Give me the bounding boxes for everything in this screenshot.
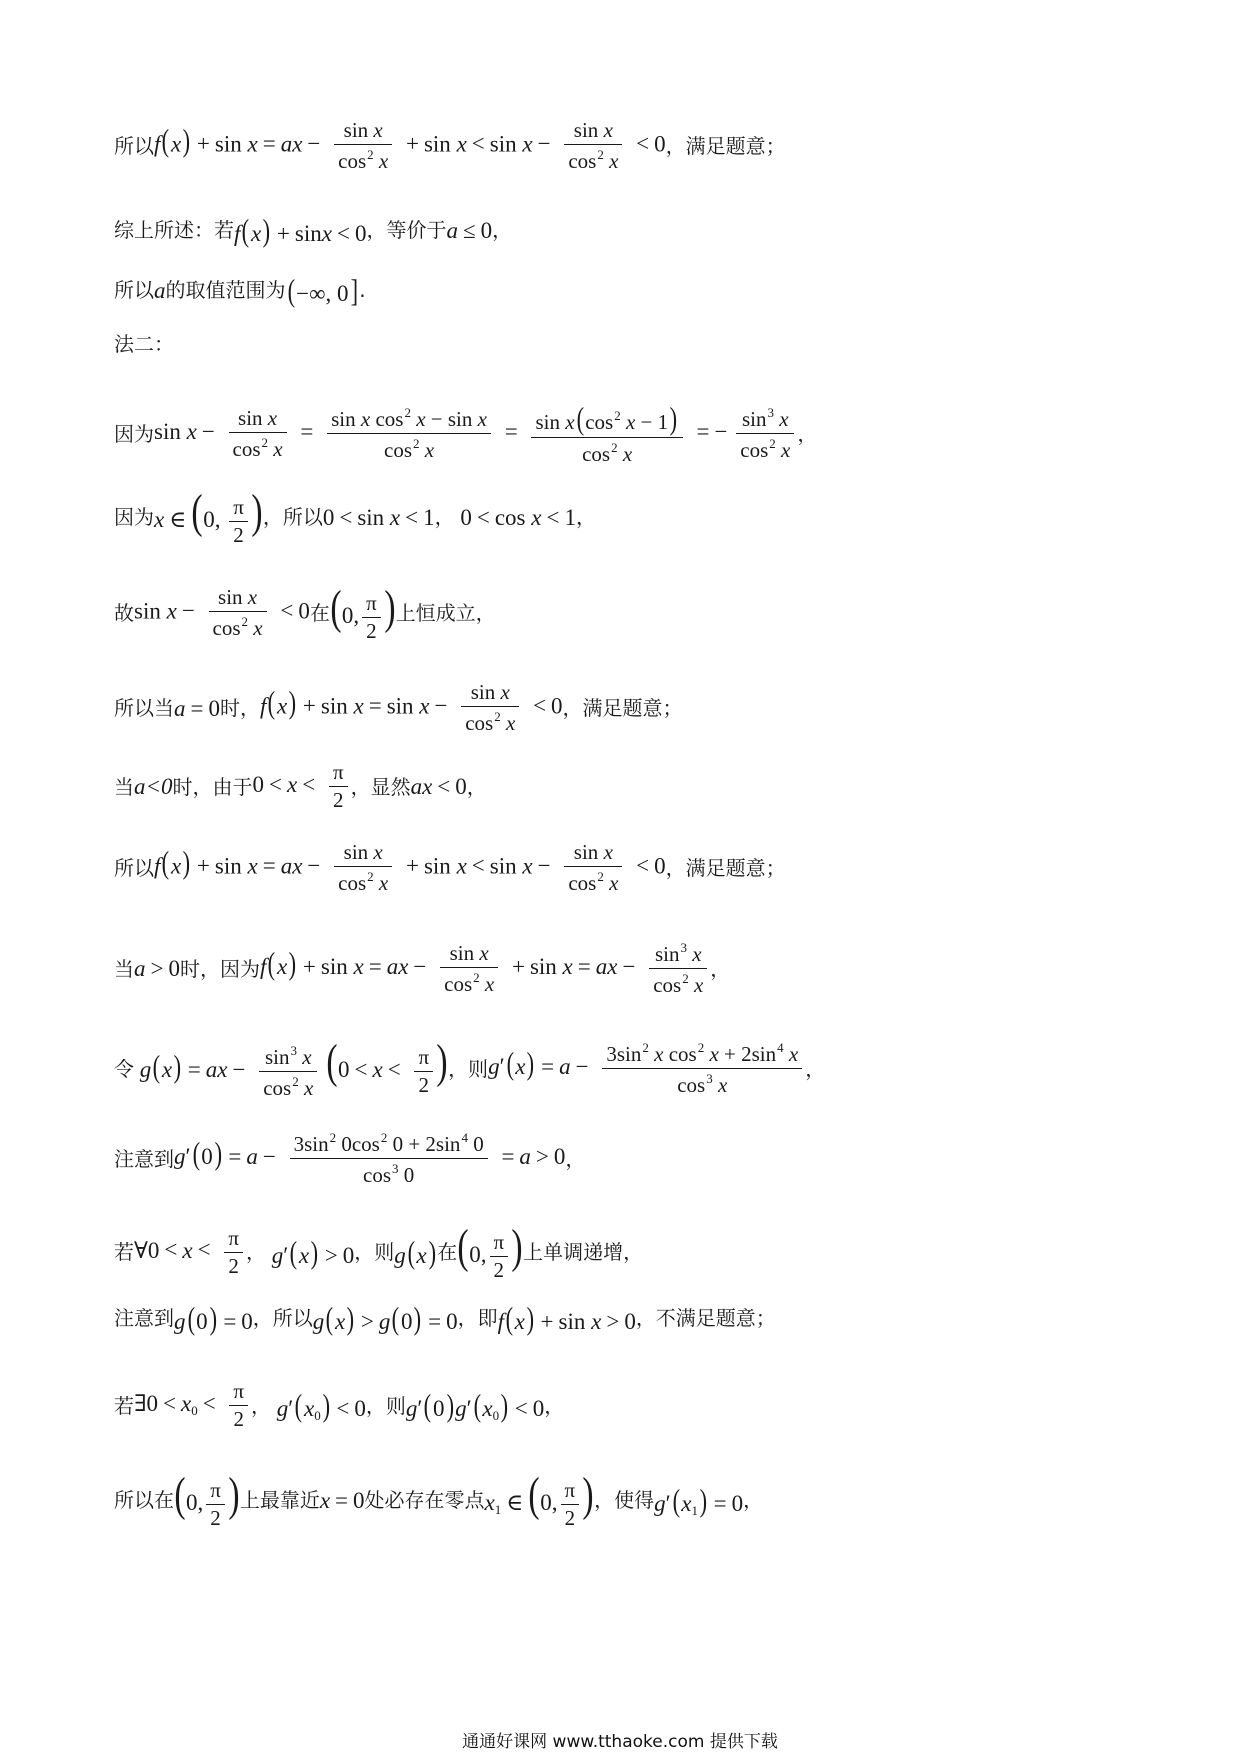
line-17 [114, 1468, 1200, 1531]
math: g′(x) > 0 [271, 1234, 355, 1271]
text: ， [434, 505, 455, 530]
text: 法二： [114, 332, 174, 356]
math: f(x) + sin x = sin x − $\frac{\text{sin x}}{\cos^2 x}$ < 0 [259, 680, 563, 735]
line-13 [114, 1131, 1200, 1186]
line-2 [114, 214, 1200, 246]
line-5 [114, 402, 1200, 465]
text: 注意到 [114, 1306, 174, 1330]
math: (−∞, 0] [287, 272, 358, 308]
text: ， [565, 1146, 586, 1171]
line-9 [114, 762, 1200, 811]
text: ， [245, 1240, 266, 1265]
line-8 [114, 682, 1200, 734]
line-1 [114, 120, 1200, 172]
text: 上恒成立， [395, 601, 496, 626]
math: f(x) + sinx < 0 [234, 212, 367, 248]
math: g′(x) = a − $\frac{3\sin^2 x \cos^2 x + 2\sin^4 x}{\cos^3 x}$ [488, 1041, 805, 1096]
math: (0, $\frac{\pi}{2}$ ) [330, 581, 396, 644]
line-11 [114, 941, 1200, 996]
math: g(x) > g(0) = 0 [312, 1300, 458, 1336]
text: ，显然 [350, 774, 411, 799]
line-10 [114, 842, 1200, 894]
text: ，不满足题意； [635, 1306, 776, 1330]
text: ，满足题意； [665, 856, 786, 880]
text: 在 [437, 1240, 458, 1265]
text: ， [251, 1393, 272, 1418]
text: ，则 [365, 1393, 406, 1418]
math: f(x) + sin x > 0 [497, 1300, 636, 1336]
text: 因为 [114, 421, 154, 446]
math: sin x − $\frac{\text{sin x}}{\cos^2 x}$ = $\frac{\sin x \cos^2 x - \sin x}{\cos^2 x}$ = $\frac{\sin x(\cos^2 x - 1)}{\cos^2 x}$ = − $\frac{\sin^3 x}{\cos^2 x}$ [154, 402, 797, 465]
text: ， [710, 956, 731, 981]
text: 处必存在零点 [364, 1488, 485, 1513]
math: sin x − $\frac{\text{sin x}}{\cos^2 x}$ < 0 [134, 585, 310, 641]
text: ， [743, 1488, 764, 1513]
text: ，满足题意； [562, 696, 683, 720]
math: g′(0) = a − $\frac{3\sin^2 0\cos^2 0 + 2\sin^4 0}{\cos^3 0}$ = a > 0 [174, 1130, 566, 1187]
text: ， [797, 421, 818, 446]
math: $g'(0)g'(x_0) < 0$ [405, 1387, 545, 1423]
math: g(x) [394, 1234, 436, 1271]
math: g(0) = 0 [174, 1300, 253, 1336]
text: 令 [114, 1056, 134, 1081]
text: 所以当 [114, 696, 174, 720]
math: ∀0 < x < $\frac{\pi}{2}$ [134, 1228, 246, 1277]
math: $x_1$ ∈ (0, $\frac{\pi}{2}$ ) [484, 1468, 594, 1531]
line-15 [114, 1302, 1200, 1334]
text: 当 [114, 774, 134, 799]
math: f(x) + sin x = ax − $\frac{\text{sin x}}{\cos^2 x}$ + sin x < sin x − $\frac{\text{sin x}}{\cos^2 x}$ < 0 [154, 118, 666, 173]
text: ，即 [457, 1306, 498, 1330]
math: (0, $\frac{\pi}{2}$ ) [457, 1220, 523, 1283]
text: 综上所述：若 [114, 218, 234, 242]
text: 故 [114, 601, 134, 626]
text: 若 [114, 1240, 134, 1265]
math: 0 < cos x < 1 [454, 504, 576, 530]
text: 若 [114, 1393, 134, 1418]
text: 上单调递增， [523, 1240, 644, 1265]
line-16 [114, 1381, 1200, 1430]
line-7 [114, 581, 1200, 644]
text: 在 [309, 601, 330, 626]
text: ， [805, 1056, 826, 1081]
math: 0 < x < $\frac{\pi}{2}$ [253, 762, 351, 811]
math: (0, $\frac{\pi}{2}$ ) [174, 1468, 240, 1531]
math: g(x) = ax − $\frac{\sin^3 x}{\cos^2 x}$ (0 < x < $\frac{\pi}{2}$ ) [139, 1035, 448, 1101]
line-14 [114, 1220, 1200, 1283]
math: 0 < sin x < 1 [322, 504, 435, 530]
text: ，所以 [262, 505, 323, 530]
text: ， [466, 774, 487, 799]
line-12 [114, 1035, 1200, 1101]
text: ，所以 [252, 1306, 313, 1330]
text: ， [544, 1393, 565, 1418]
text: ， [492, 218, 513, 242]
math: $g'(x_0) < 0$ [276, 1387, 366, 1423]
text: 所以 [114, 134, 154, 158]
math: f(x) + sin x = ax − $\frac{\text{sin x}}{\cos^2 x}$ + sin x = ax − $\frac{\sin^3 x}{\cos^2 x}$ [260, 941, 710, 996]
text: ， [575, 505, 596, 530]
text: 注意到 [114, 1146, 174, 1171]
text: ，使得 [594, 1488, 655, 1513]
text: ，满足题意； [665, 134, 786, 158]
text: 因为 [114, 505, 154, 530]
math: a = 0 [174, 695, 220, 721]
math: a > 0 [134, 956, 180, 981]
math: a<0 [134, 774, 173, 799]
text: . [359, 278, 366, 302]
math: a ≤ 0 [446, 217, 493, 243]
math: ax < 0 [410, 774, 467, 799]
math: x = 0 [319, 1487, 365, 1513]
text: 所以 [114, 278, 154, 302]
math: x ∈ (0, $\frac{\pi}{2}$ ) [154, 485, 263, 548]
text: 所以 [114, 856, 154, 880]
math: f(x) + sin x = ax − $\frac{\text{sin x}}{\cos^2 x}$ + sin x < sin x − $\frac{\text{sin x}}{\cos^2 x}$ < 0 [154, 840, 666, 895]
line-4 [114, 334, 1200, 354]
text: 所以在 [114, 1488, 174, 1513]
text: 当 [114, 956, 134, 981]
text: ，则 [354, 1240, 395, 1265]
math: a [154, 277, 166, 303]
text: 时，因为 [179, 956, 260, 981]
line-6 [114, 485, 1200, 548]
text: ，等价于 [366, 218, 447, 242]
text: 时， [219, 696, 260, 720]
text: 的取值范围为 [165, 278, 286, 302]
math: $g'(x_1) = 0$ [654, 1481, 744, 1518]
math: ∃0 < $x_0$ < $\frac{\pi}{2}$ [134, 1381, 251, 1430]
text: 上最靠近 [239, 1488, 320, 1513]
line-3 [114, 274, 1200, 306]
page-footer: 通通好课网 www.tthaoke.com 提供下载 [462, 1732, 778, 1752]
text: 时，由于 [172, 774, 253, 799]
text: ，则 [448, 1056, 489, 1081]
